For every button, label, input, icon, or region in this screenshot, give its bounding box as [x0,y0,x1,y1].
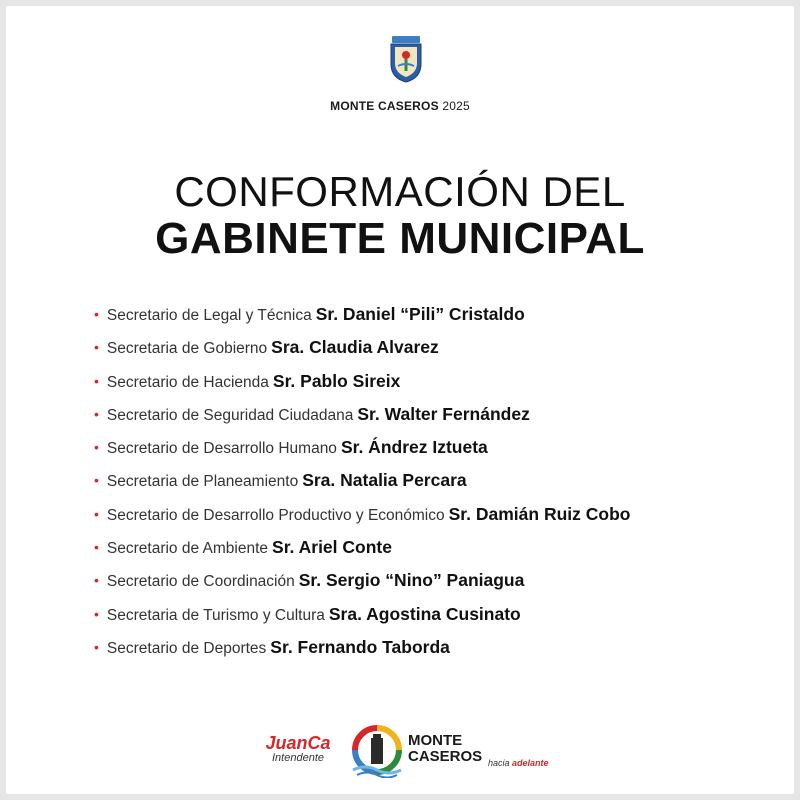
wordmark-line-2: CASEROS [408,748,483,765]
municipal-crest-icon [386,34,426,84]
wordmark-line-1: MONTE [408,732,463,749]
member-name: Sr. Pablo Sireix [272,370,401,391]
list-item [94,566,630,599]
bullet-icon: • [94,439,99,456]
member-name: Sr. Ariel Conte [272,537,392,558]
juanca-logo-text: JuanCa [265,733,331,753]
tagline-accent: adelante [512,758,549,768]
member-name: Sr. Daniel “Pili” Cristaldo [315,304,525,324]
member-name: Sra. Claudia Alvarez [271,337,439,358]
member-name: Sr. Walter Fernández [357,403,530,424]
list-item [94,600,630,633]
list-item [94,633,630,666]
monte-caseros-logo-icon [351,724,403,778]
list-item [94,500,630,533]
role-label: Secretario de Seguridad Ciudadana [106,406,354,424]
role-label: Secretario de Ambiente [106,540,269,558]
bullet-icon: • [94,605,99,622]
bullet-icon: • [94,339,99,356]
role-label: Secretario de Coordinación [106,573,295,591]
member-name: Sr. Fernando Taborda [270,636,450,657]
bullet-icon: • [94,572,99,589]
member-name: Sr. Ándrez Iztueta [340,437,488,458]
member-name: Sra. Natalia Percara [302,470,467,491]
monte-caseros-wordmark [408,733,482,765]
top-brand [6,99,794,113]
bullet-icon: • [94,638,99,655]
list-item [94,367,630,400]
role-label: Secretario de Legal y Técnica [106,307,312,324]
role-label: Secretaria de Turismo y Cultura [106,606,325,624]
cabinet-list [94,300,630,666]
list-item [94,300,630,333]
tagline-prefix: hacia [488,758,510,768]
role-label: Secretario de Desarrollo Productivo y Económico [106,506,445,524]
role-label: Secretario de Hacienda [106,373,269,391]
list-item [94,400,630,433]
list-item [94,333,630,366]
list-item [94,533,630,566]
bullet-icon: • [94,539,99,556]
intendente-label: Intendente [272,752,324,764]
bullet-icon: • [94,472,99,489]
title-line-2: GABINETE MUNICIPAL [155,214,645,263]
role-label: Secretario de Desarrollo Humano [106,440,337,458]
member-name: Sr. Damián Ruiz Cobo [448,503,631,524]
announcement-card [6,6,794,794]
bullet-icon: • [94,306,99,322]
bullet-icon: • [94,405,99,422]
title-line-1: CONFORMACIÓN DEL [174,168,626,215]
role-label: Secretaria de Planeamiento [106,473,299,491]
tagline [488,758,549,768]
bullet-icon: • [94,372,99,389]
member-name: Sr. Sergio “Nino” Paniagua [298,570,525,591]
list-item [94,466,630,499]
role-label: Secretario de Deportes [106,639,267,657]
list-item [94,433,630,466]
brand-name: MONTE CASEROS [330,99,439,113]
juanca-signature [258,734,338,764]
member-name: Sra. Agostina Cusinato [328,603,521,624]
role-label: Secretaria de Gobierno [106,340,268,358]
brand-year: 2025 [442,99,470,113]
bullet-icon: • [94,505,99,522]
